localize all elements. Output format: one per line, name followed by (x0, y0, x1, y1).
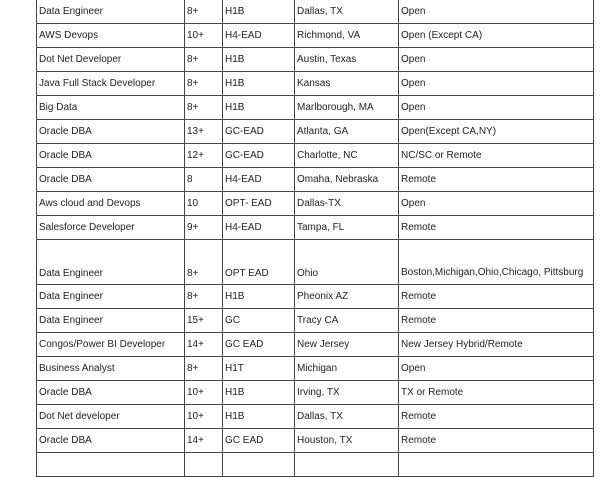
visa-cell: H1B (223, 405, 295, 429)
location-cell: Marlborough, MA (295, 96, 399, 120)
table-row (37, 72, 594, 96)
visa-cell: OPT EAD (223, 240, 295, 285)
visa-cell: H1B (223, 72, 295, 96)
visa-cell: H4-EAD (223, 216, 295, 240)
experience-cell: 10 (185, 192, 223, 216)
location-cell: Omaha, Nebraska (295, 168, 399, 192)
table-row (37, 168, 594, 192)
visa-cell: H4-EAD (223, 168, 295, 192)
location-cell: Charlotte, NC (295, 144, 399, 168)
experience-cell: 15+ (185, 309, 223, 333)
location-cell: Dallas, TX (295, 405, 399, 429)
visa-cell: GC EAD (223, 429, 295, 453)
work-location-cell: Open (399, 357, 594, 381)
visa-cell: GC-EAD (223, 120, 295, 144)
job-title-cell: Data Engineer (37, 240, 185, 285)
work-location-cell: Open (399, 192, 594, 216)
job-title-cell: Data Engineer (37, 0, 185, 24)
job-title-cell: Oracle DBA (37, 144, 185, 168)
work-location-cell: Remote (399, 309, 594, 333)
experience-cell: 8+ (185, 357, 223, 381)
work-location-cell: Remote (399, 405, 594, 429)
experience-cell: 14+ (185, 333, 223, 357)
table-row (37, 144, 594, 168)
experience-cell: 8+ (185, 240, 223, 285)
table-row (37, 405, 594, 429)
visa-cell: H4-EAD (223, 24, 295, 48)
visa-cell: GC (223, 309, 295, 333)
visa-cell: GC EAD (223, 333, 295, 357)
job-title-cell: Java Full Stack Developer (37, 72, 185, 96)
experience-cell: 8+ (185, 0, 223, 24)
visa-cell: GC-EAD (223, 144, 295, 168)
location-cell: New Jersey (295, 333, 399, 357)
location-cell: Tampa, FL (295, 216, 399, 240)
visa-cell: H1B (223, 96, 295, 120)
job-title-cell: Oracle DBA (37, 381, 185, 405)
empty-cell (37, 453, 185, 477)
job-title-cell: Data Engineer (37, 309, 185, 333)
location-cell: Tracy CA (295, 309, 399, 333)
visa-cell: H1B (223, 381, 295, 405)
table-row (37, 240, 594, 285)
experience-cell: 12+ (185, 144, 223, 168)
job-title-cell: Dot Net developer (37, 405, 185, 429)
work-location-cell: Remote (399, 168, 594, 192)
experience-cell: 13+ (185, 120, 223, 144)
location-cell: Houston, TX (295, 429, 399, 453)
experience-cell: 8+ (185, 285, 223, 309)
location-cell: Atlanta, GA (295, 120, 399, 144)
table-row (37, 120, 594, 144)
visa-cell: H1T (223, 357, 295, 381)
work-location-cell: Remote (399, 216, 594, 240)
location-cell: Ohio (295, 240, 399, 285)
experience-cell: 14+ (185, 429, 223, 453)
visa-cell: H1B (223, 0, 295, 24)
job-listings-table (36, 0, 594, 477)
work-location-cell: NC/SC or Remote (399, 144, 594, 168)
table-row (37, 216, 594, 240)
table-row (37, 24, 594, 48)
table-row (37, 381, 594, 405)
experience-cell: 8 (185, 168, 223, 192)
experience-cell: 8+ (185, 72, 223, 96)
work-location-cell: Remote (399, 285, 594, 309)
job-title-cell: Data Engineer (37, 285, 185, 309)
table-row (37, 96, 594, 120)
empty-cell (399, 453, 594, 477)
job-title-cell: Oracle DBA (37, 120, 185, 144)
location-cell: Pheonix AZ (295, 285, 399, 309)
job-title-cell: Congos/Power BI Developer (37, 333, 185, 357)
table-row (37, 285, 594, 309)
visa-cell: H1B (223, 48, 295, 72)
empty-cell (223, 453, 295, 477)
work-location-cell: TX or Remote (399, 381, 594, 405)
table-row (37, 357, 594, 381)
work-location-cell: Open (399, 0, 594, 24)
location-cell: Michigan (295, 357, 399, 381)
location-cell: Irving, TX (295, 381, 399, 405)
location-cell: Kansas (295, 72, 399, 96)
experience-cell: 10+ (185, 381, 223, 405)
location-cell: Richmond, VA (295, 24, 399, 48)
job-title-cell: Dot Net Developer (37, 48, 185, 72)
location-cell: Austin, Texas (295, 48, 399, 72)
table-row (37, 48, 594, 72)
job-title-cell: Big Data (37, 96, 185, 120)
location-cell: Dallas, TX (295, 0, 399, 24)
job-title-cell: Oracle DBA (37, 429, 185, 453)
job-title-cell: Aws cloud and Devops (37, 192, 185, 216)
table-row (37, 309, 594, 333)
job-title-cell: Salesforce Developer (37, 216, 185, 240)
work-location-cell: Open (399, 72, 594, 96)
job-title-cell: AWS Devops (37, 24, 185, 48)
work-location-cell: Open (399, 48, 594, 72)
work-location-cell: New Jersey Hybrid/Remote (399, 333, 594, 357)
location-cell: Dallas-TX (295, 192, 399, 216)
visa-cell: H1B (223, 285, 295, 309)
table-row (37, 192, 594, 216)
table-row (37, 0, 594, 24)
empty-cell (185, 453, 223, 477)
experience-cell: 9+ (185, 216, 223, 240)
work-location-cell: Remote (399, 429, 594, 453)
work-location-cell: Boston,Michigan,Ohio,Chicago, Pittsburg (399, 240, 594, 285)
table-row (37, 333, 594, 357)
table-row (37, 429, 594, 453)
experience-cell: 8+ (185, 48, 223, 72)
job-title-cell: Oracle DBA (37, 168, 185, 192)
visa-cell: OPT- EAD (223, 192, 295, 216)
empty-cell (295, 453, 399, 477)
experience-cell: 10+ (185, 24, 223, 48)
work-location-cell: Open(Except CA,NY) (399, 120, 594, 144)
work-location-cell: Open (399, 96, 594, 120)
experience-cell: 8+ (185, 96, 223, 120)
table-row (37, 453, 594, 477)
experience-cell: 10+ (185, 405, 223, 429)
job-title-cell: Business Analyst (37, 357, 185, 381)
work-location-cell: Open (Except CA) (399, 24, 594, 48)
